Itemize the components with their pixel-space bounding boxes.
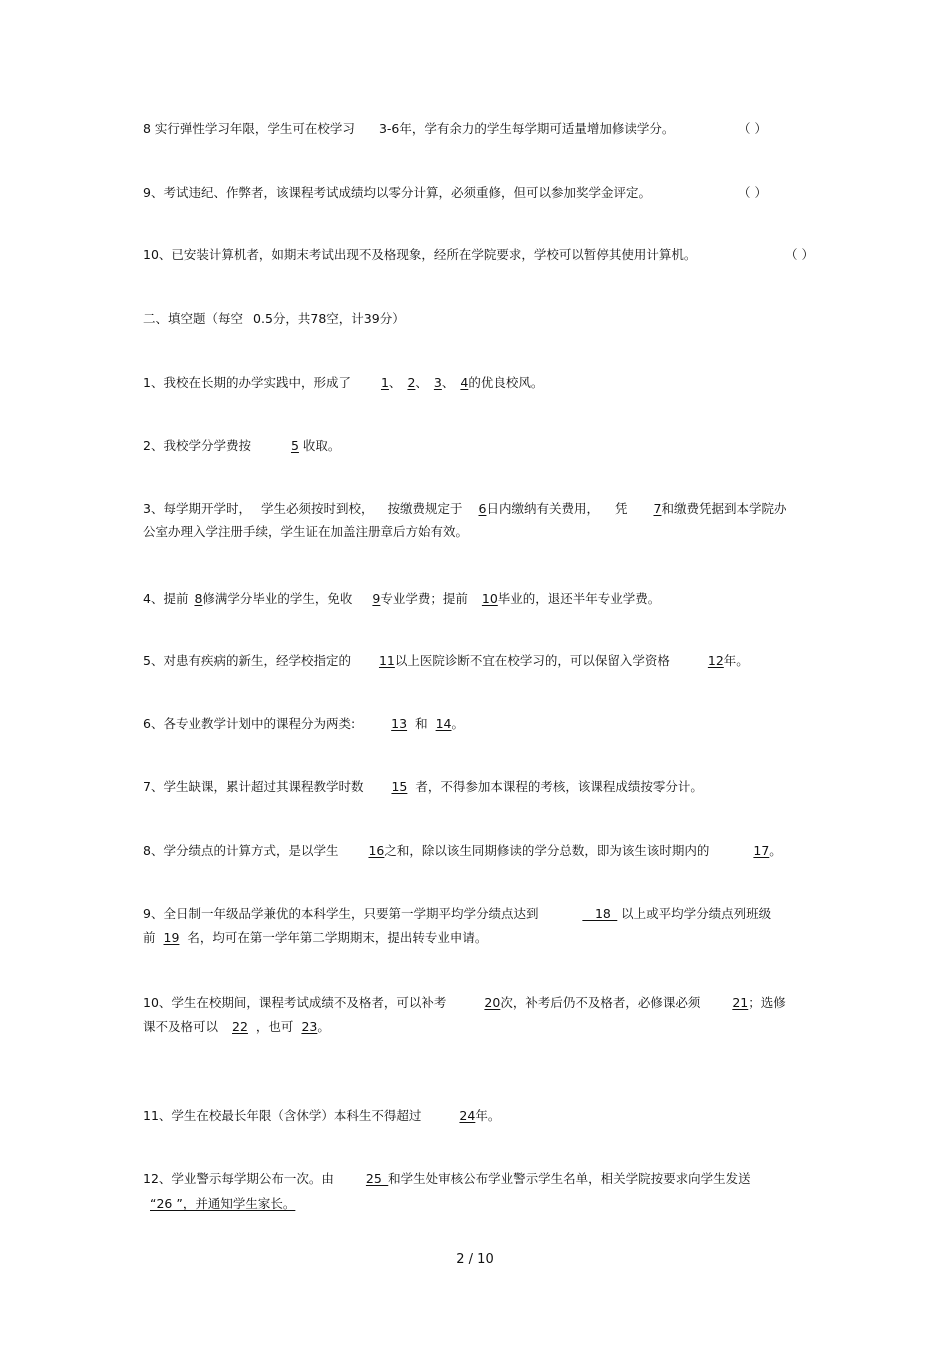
fill-question-11: 11、学生在校最长年限（含休学）本科生不得超过 24年。 — [143, 1108, 501, 1123]
fill-question-3-line2: 公室办理入学注册手续，学生证在加盖注册章后方始有效。 — [143, 524, 469, 539]
fill-question-7: 7、学生缺课，累计超过其课程教学时数 15 者，不得参加本课程的考核，该课程成绩按零分计。 — [143, 779, 703, 794]
fill-question-8: 8、学分绩点的计算方式，是以学生 16之和，除以该生同期修读的学分总数，即为该生该时期内的 17。 — [143, 843, 782, 858]
fill-question-10-line2: 课不及格可以 22 ，也可 23。 — [143, 1019, 330, 1034]
fill-question-12: 12、学业警示每学期公布一次。由 25_和学生处审核公布学业警示学生名单，相关学院按要求向学生发送 — [143, 1171, 751, 1186]
fill-question-1: 1、我校在长期的办学实践中，形成了 1、 2、 3、 4的优良校风。 — [143, 375, 544, 390]
page-number: 2 / 10 — [456, 1252, 494, 1267]
tf-question-10: 10、已安装计算机者，如期末考试出现不及格现象，经所在学院要求，学校可以暂停其使用计算机。 — [143, 247, 697, 262]
fill-question-9-line2: 前 19 名，均可在第一学年第二学期期末，提出转专业申请。 — [143, 930, 488, 945]
tf-question-8: 8 实行弹性学习年限，学生可在校学习 3-6年，学有余力的学生每学期可适量增加修读学分。 — [143, 121, 675, 136]
answer-paren: （ ） — [785, 247, 814, 262]
fill-question-3: 3、每学期开学时， 学生必须按时到校， 按缴费规定于 6日内缴纳有关费用， 凭 7和缴费凭据到本学院办 — [143, 501, 787, 516]
fill-question-4: 4、提前 8修满学分毕业的学生，免收 9专业学费；提前 10毕业的，退还半年专业学费。 — [143, 591, 661, 606]
fill-question-9: 9、全日制一年级品学兼优的本科学生，只要第一学期平均学分绩点达到 __18_ 以上或平均学分绩点列班级 — [143, 906, 772, 921]
tf-question-9: 9、考试违纪、作弊者，该课程考试成绩均以零分计算，必须重修，但可以参加奖学金评定。 — [143, 185, 651, 200]
fill-question-5: 5、对患有疾病的新生，经学校指定的 11以上医院诊断不宜在校学习的，可以保留入学资格 12年。 — [143, 653, 749, 668]
answer-paren: （ ） — [738, 121, 767, 136]
section-heading: 二、填空题（每空 0.5分，共78空，计39分） — [143, 311, 405, 326]
fill-question-6: 6、各专业教学计划中的课程分为两类: 13 和 14。 — [143, 716, 465, 731]
fill-question-12-line2: “26 ”，并通知学生家长。 — [150, 1196, 296, 1211]
fill-question-10: 10、学生在校期间，课程考试成绩不及格者，可以补考 20次，补考后仍不及格者，必修课必须 21；选修 — [143, 995, 786, 1010]
fill-question-2: 2、我校学分学费按 5 收取。 — [143, 438, 341, 453]
answer-paren: （ ） — [738, 185, 767, 200]
